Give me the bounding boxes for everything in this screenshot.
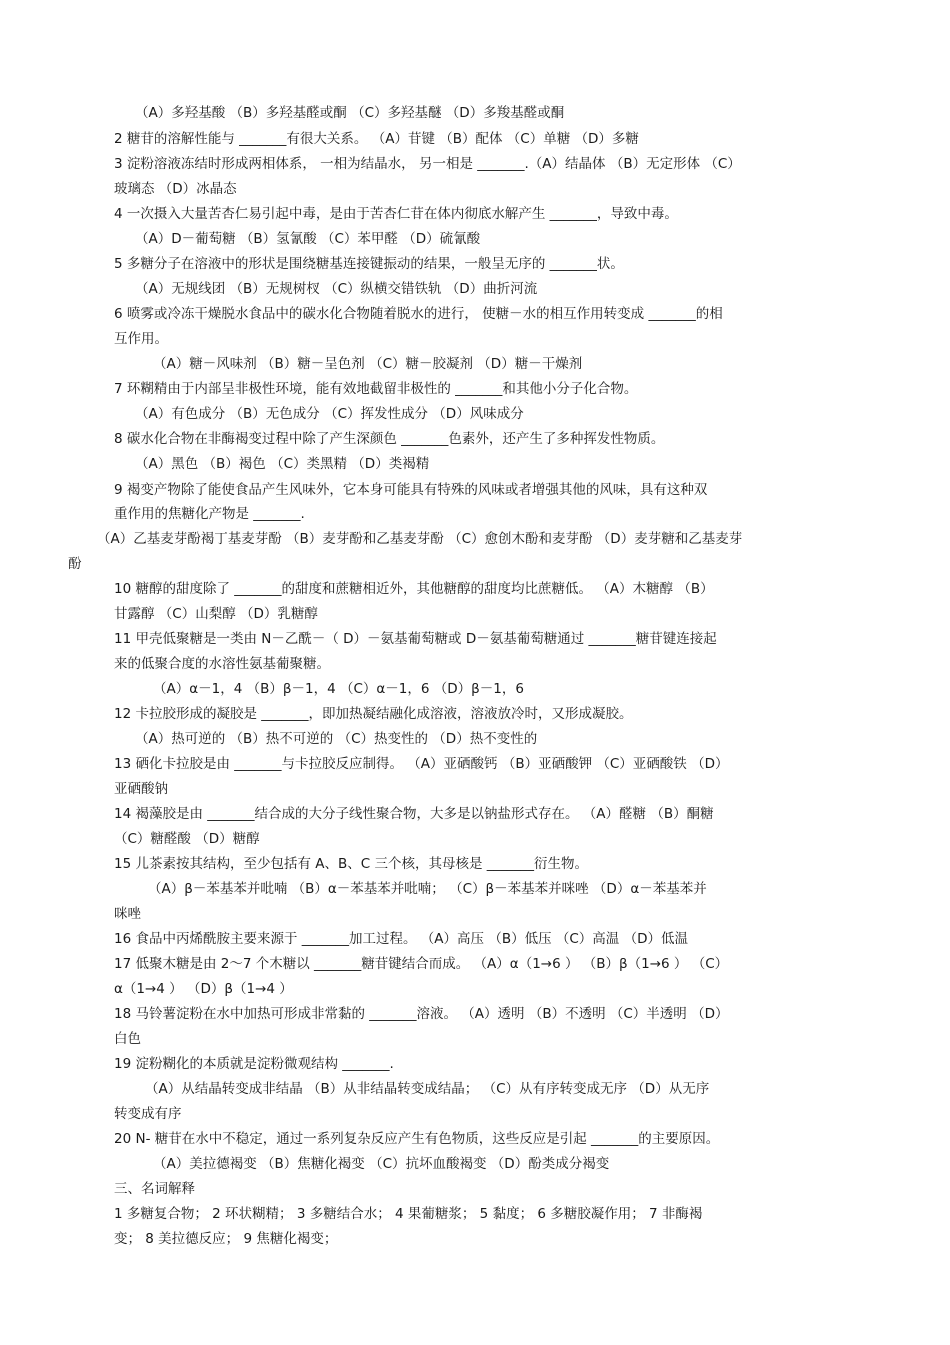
text-line: 6 喷雾或冷冻干燥脱水食品中的碳水化合物随着脱水的进行， 使糖－水的相互作用转变成 _______的相 xyxy=(114,306,723,322)
text-line: 13 硒化卡拉胶是由 _______与卡拉胶反应制得。 （A）亚硒酸钙 （B）亚硒酸钾 （C）亚硒酸铁 （D） xyxy=(114,756,729,772)
text-line: 来的低聚合度的水溶性氨基葡聚糖。 xyxy=(114,656,330,672)
text-line: 酚 xyxy=(68,556,82,572)
text-line: 2 糖苷的溶解性能与 _______有很大关系。 （A）苷键 （B）配体 （C）单糖 （D）多糖 xyxy=(114,131,639,147)
text-line: 20 N- 糖苷在水中不稳定，通过一系列复杂反应产生有色物质，这些反应是引起 _______的主要原因。 xyxy=(114,1131,720,1147)
text-line: 变； 8 美拉德反应； 9 焦糖化褐变； xyxy=(114,1231,338,1247)
text-line: 11 甲壳低聚糖是一类由 N－乙酰－（ D）－氨基葡萄糖或 D－氨基葡萄糖通过 _______糖苷键连接起 xyxy=(114,631,717,647)
text-line: 5 多糖分子在溶液中的形状是围绕糖基连接键振动的结果，一般呈无序的 _______状。 xyxy=(114,256,624,272)
text-line: （A）糖－风味剂 （B）糖－呈色剂 （C）糖－胶凝剂 （D）糖－干燥剂 xyxy=(153,356,583,372)
text-line: 12 卡拉胶形成的凝胶是 _______，即加热凝结融化成溶液，溶液放冷时，又形成凝胶。 xyxy=(114,706,633,722)
text-line: 玻璃态 （D）冰晶态 xyxy=(114,181,237,197)
text-line: α（1→4 ） （D）β（1→4 ） xyxy=(114,981,293,997)
text-line: 亚硒酸钠 xyxy=(114,781,168,797)
text-line: 咪唑 xyxy=(114,906,141,922)
text-line: （A）乙基麦芽酚褐丁基麦芽酚 （B）麦芽酚和乙基麦芽酚 （C）愈创木酚和麦芽酚 （D）麦芽糖和乙基麦芽 xyxy=(97,531,743,547)
text-line: 18 马铃薯淀粉在水中加热可形成非常黏的 _______溶液。 （A）透明 （B）不透明 （C）半透明 （D） xyxy=(114,1006,729,1022)
text-line: 1 多糖复合物； 2 环状糊精； 3 多糖结合水； 4 果葡糖浆； 5 黏度； 6 多糖胶凝作用； 7 非酶褐 xyxy=(114,1206,703,1222)
text-line: 9 褐变产物除了能使食品产生风味外，它本身可能具有特殊的风味或者增强其他的风味，具有这种双 xyxy=(114,482,708,498)
text-line: （A）热可逆的 （B）热不可逆的 （C）热变性的 （D）热不变性的 xyxy=(135,731,538,747)
text-line: 甘露醇 （C）山梨醇 （D）乳糖醇 xyxy=(114,606,318,622)
text-line: （A）D－葡萄糖 （B）氢氰酸 （C）苯甲醛 （D）硫氰酸 xyxy=(135,231,481,247)
text-line: 白色 xyxy=(114,1031,141,1047)
text-line: 互作用。 xyxy=(114,331,168,347)
text-line: 7 环糊精由于内部呈非极性环境，能有效地截留非极性的 _______和其他小分子化合物。 xyxy=(114,381,638,397)
text-line: （C）糖醛酸 （D）糖醇 xyxy=(114,831,260,847)
text-line: 转变成有序 xyxy=(114,1106,182,1122)
text-line: （A）α－1，4 （B）β－1，4 （C）α－1，6 （D）β－1，6 xyxy=(153,681,524,697)
text-line: 16 食品中丙烯酰胺主要来源于 _______加工过程。 （A）高压 （B）低压 （C）高温 （D）低温 xyxy=(114,931,688,947)
text-line: （A）美拉德褐变 （B）焦糖化褐变 （C）抗坏血酸褐变 （D）酚类成分褐变 xyxy=(153,1156,610,1172)
text-line: 4 一次摄入大量苦杏仁易引起中毒，是由于苦杏仁苷在体内彻底水解产生 _______，导致中毒。 xyxy=(114,206,678,222)
text-line: （A）多羟基酸 （B）多羟基醛或酮 （C）多羟基醚 （D）多羧基醛或酮 xyxy=(135,105,565,121)
text-line: （A）β－苯基苯并吡喃 （B）α－苯基苯并吡喃； （C）β－苯基苯并咪唑 （D）α－苯基苯并 xyxy=(148,881,707,897)
text-line: （A）黑色 （B）褐色 （C）类黑精 （D）类褐精 xyxy=(135,456,430,472)
text-line: 10 糖醇的甜度除了 _______的甜度和蔗糖相近外，其他糖醇的甜度均比蔗糖低。 （A）木糖醇 （B） xyxy=(114,581,714,597)
text-line: （A）无规线团 （B）无规树杈 （C）纵横交错铁轨 （D）曲折河流 xyxy=(135,281,538,297)
section-heading: 三、名词解释 xyxy=(114,1181,195,1197)
text-line: 17 低聚木糖是由 2～7 个木糖以 _______糖苷键结合而成。 （A）α（1→6 ） （B）β（1→6 ） （C） xyxy=(114,956,729,972)
text-line: 重作用的焦糖化产物是 _______. xyxy=(114,506,305,522)
text-line: 3 淀粉溶液冻结时形成两相体系， 一相为结晶水， 另一相是 _______.（A）结晶体 （B）无定形体 （C） xyxy=(114,156,741,172)
text-line: 14 褐藻胶是由 _______结合成的大分子线性聚合物，大多是以钠盐形式存在。 （A）醛糖 （B）酮糖 xyxy=(114,806,714,822)
text-line: （A）从结晶转变成非结晶 （B）从非结晶转变成结晶； （C）从有序转变成无序 （D）从无序 xyxy=(145,1081,710,1097)
text-line: 8 碳水化合物在非酶褐变过程中除了产生深颜色 _______色素外，还产生了多种挥发性物质。 xyxy=(114,431,665,447)
text-line: 15 儿茶素按其结构，至少包括有 A、B、C 三个核，其母核是 _______衍生物。 xyxy=(114,856,589,872)
text-line: （A）有色成分 （B）无色成分 （C）挥发性成分 （D）风味成分 xyxy=(135,406,524,422)
text-line: 19 淀粉糊化的本质就是淀粉微观结构 _______. xyxy=(114,1056,394,1072)
